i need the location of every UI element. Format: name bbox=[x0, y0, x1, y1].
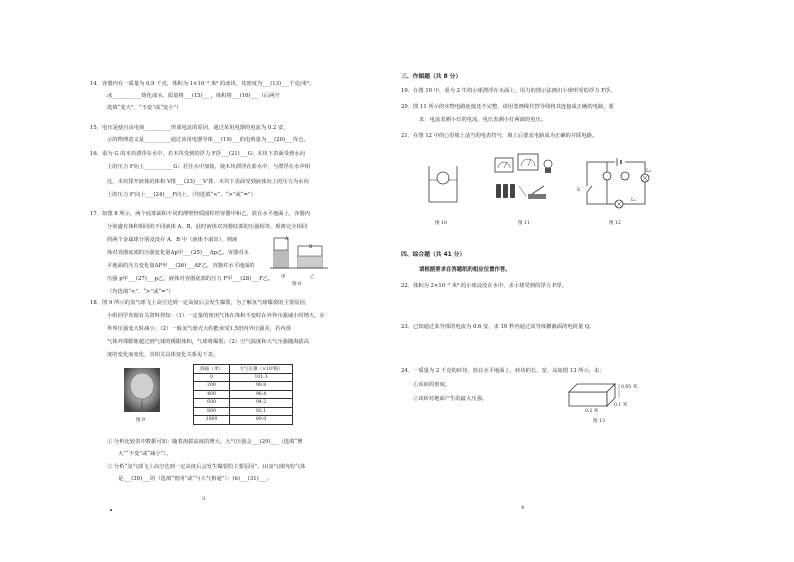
fig8-label-yi: 乙 bbox=[310, 275, 315, 280]
q16-line4: 上的压力 F'向上___(24)___F向上。（均选填“<”、“>”或“=”） bbox=[107, 192, 256, 198]
q17-line2: 分别盛有体积相同的不同液体 A、B，此时液体对容器底部的压强相等，现将完全相同 bbox=[107, 224, 308, 230]
q20-line2: 求：电流表测小灯的电流，电压表测小灯两端的电压。 bbox=[419, 117, 547, 123]
fig13-width-label: 0.1 米 bbox=[614, 403, 628, 408]
q17-line1: 17．如图 8 所示，两个底部面积不同的薄壁轻质圆柱形容器甲和乙，放在水平地面上，容器内 bbox=[90, 211, 311, 217]
fig12-caption: 图 12 bbox=[609, 221, 621, 226]
table-cell: 94.2 bbox=[230, 399, 293, 408]
scan-dot bbox=[110, 509, 112, 511]
figure-9-balloon-photo bbox=[124, 368, 160, 412]
q15-line3: 示的物理意义是__________通过该用电器导体___(19)___的电荷量为___(20)___库仑。 bbox=[107, 137, 309, 143]
q17-line4: 体对容器底部的压强变化量Δp甲___(25)___Δp乙，容器对水 bbox=[107, 250, 249, 256]
q18-sub2-line2: 是___(30)___的（选填“密闭”或“与大气相通”）；(ii)___(31)___。 bbox=[118, 476, 272, 482]
fig13-height-label: 0.05 米 bbox=[621, 385, 638, 390]
q22-text: 22．体积为 2×10⁻³ 米³ 的小球浸没在水中，求小球受到的浮力 F浮。 bbox=[401, 283, 567, 289]
left-page-number: 3 bbox=[202, 496, 206, 502]
fig8-label-b: B bbox=[309, 245, 313, 250]
altitude-pressure-table bbox=[193, 364, 293, 425]
q18-line2: 小组同学查阅有关资料得知：（1）一定量的密闭气体在体积不变时在外界压强减小时增大，在 bbox=[107, 313, 325, 319]
section4-title: 四、综合题（共 41 分） bbox=[401, 252, 466, 258]
q24-sub1: ①该砖的密度。 bbox=[413, 382, 451, 388]
table-header-pressure: 大气压强（×10³帕） bbox=[230, 365, 293, 374]
fig13-length-label: 0.2 米 bbox=[585, 409, 599, 414]
q18-line5: 度的变化而变化，其相关具体变化关系见下表。 bbox=[107, 352, 219, 358]
q18-line3: 外界压强变大时减小；（2）一般氢气球壳大约能承受1.5倍内外压强差，若内部 bbox=[107, 326, 291, 332]
fig13-caption: 图 13 bbox=[593, 419, 605, 424]
table-row bbox=[194, 399, 293, 408]
right-page bbox=[397, 0, 794, 562]
q18-sub2-line1: ② 分析“氢气球飞上高空达到一定高度后会发生爆裂的主要原因”，(i)氢气球内的气体 bbox=[107, 464, 306, 470]
q16-line3: 比，木块排开液体的体积 V排___(23)___V'排，木块下表面受到液体向上的压力为水向 bbox=[107, 179, 309, 185]
q17-line7: （均选填“<”、“>”或“=”） bbox=[107, 289, 174, 295]
q14-line3: 选填“变大”、“不变”或“变小”） bbox=[107, 105, 182, 111]
fig9-caption: 图 9 bbox=[136, 418, 145, 423]
right-page-number: 4 bbox=[521, 505, 525, 511]
figure-8-containers bbox=[270, 232, 328, 272]
table-cell: 96.4 bbox=[230, 390, 293, 399]
q17-line3: 的两个金属球分别浸没在 A、B 中（液体不溢出），则液 bbox=[107, 237, 238, 243]
q21-text: 21．在图 12 中的○里填上适当的电表符号，填上后要求电路成为正确的并联电路。 bbox=[401, 133, 598, 139]
q16-line1: 16．重为 G 的木块漂浮在水中，若木块受到的浮力 F浮___(21)___G；木块下表面受到水向 bbox=[90, 151, 305, 157]
q24-line1: 24．一质量为 2 千克的砖块，放在水平地面上，砖块的长、宽、高如图 13 所示，求： bbox=[401, 368, 605, 374]
table-cell: 600 bbox=[194, 399, 230, 408]
table-cell: 200 bbox=[194, 382, 230, 391]
q14-line1: 14．容器内有一质量为 0.9 千克，体积为 1×10⁻³ 米³ 的冰块，其密度为___(13)___千克/米³； bbox=[90, 81, 315, 87]
table-row bbox=[194, 416, 293, 425]
figure-11-circuit-components bbox=[492, 150, 562, 212]
table-cell: 1000 bbox=[194, 416, 230, 425]
fig12-label-l1: L₁ bbox=[631, 198, 636, 203]
fig8-label-jia: 甲 bbox=[281, 275, 286, 280]
fig11-caption: 图 11 bbox=[518, 221, 530, 226]
table-row bbox=[194, 373, 293, 382]
fig12-label-l2: L₂ bbox=[646, 169, 651, 174]
q16-line2: 上的压力 F向上___________G；若往水中加盐，使木块漂浮在盐水中，与漂浮在水中相 bbox=[107, 164, 310, 170]
table-cell: 800 bbox=[194, 407, 230, 416]
table-cell: 0 bbox=[194, 373, 230, 382]
q18-line4: 气体外部膨胀超过到气球的极限体积，气球将爆裂；（2）空气温度和大气压强随海拔高 bbox=[107, 339, 310, 345]
q15-line1: 15．电压是使自由电荷__________形成电流的原因，通过某用电器的电流为 0.2 安， bbox=[90, 125, 289, 131]
q18-sub1-line2: 大”“不变”或“减小”）。 bbox=[118, 451, 172, 457]
table-cell: 101.3 bbox=[230, 373, 293, 382]
q24-sub2: ②该砖对地面产生的最大压强。 bbox=[413, 396, 488, 402]
table-header-row bbox=[194, 365, 293, 374]
table-cell: 92.1 bbox=[230, 407, 293, 416]
fig8-label-a: A bbox=[285, 237, 289, 242]
q23-text: 23．已知通过某导体的电流为 0.6 安，求 10 秒内通过该导体横截面的电荷量 Q。 bbox=[401, 324, 595, 330]
q18-line1: 18．图 9 所示的氢气球飞上高空达到一定高度后会发生爆裂，为了解氢气球爆裂的主要原因， bbox=[90, 300, 311, 306]
table-cell: 400 bbox=[194, 390, 230, 399]
q14-line2: 冰___________熔化成水，质量将___(15)___，体积将___(16)___（后两空 bbox=[107, 93, 280, 99]
figure-10-floating-ball bbox=[425, 162, 461, 208]
table-cell: 98.8 bbox=[230, 382, 293, 391]
fig12-label-s: S bbox=[577, 188, 581, 193]
section4-note: 请根据要求在答题纸的相应位置作答。 bbox=[419, 267, 511, 273]
table-row bbox=[194, 407, 293, 416]
table-row bbox=[194, 390, 293, 399]
q20-line1: 20．图 11 所示的实物电路连接还不完整，请用笔画线代替导线将其连接成正确的电路，要 bbox=[401, 104, 614, 110]
q19-text: 19．在图 10 中，重为 2 牛的小球漂浮在水面上，用力的图示法画出小球所受的浮力 F浮。 bbox=[401, 88, 616, 94]
fig10-caption: 图 10 bbox=[435, 221, 447, 226]
figure-12-parallel-circuit bbox=[579, 156, 653, 210]
q17-line6: 压强 p甲___(27)___p乙，液体对容器底部的压力 F甲___(28)___F乙。 bbox=[107, 276, 274, 282]
table-cell: 89.9 bbox=[230, 416, 293, 425]
q17-line5: 平地面的压力变化量ΔF甲___(26)___ΔF乙，容器对水平地面的 bbox=[107, 263, 255, 269]
q18-sub1-line1: ① 分析比较表中数据可知：随着海拔高度的增大，大气压强会___(29)___（选填“增 bbox=[107, 439, 303, 445]
table-header-altitude: 海拔（米） bbox=[194, 365, 230, 374]
fig8-caption: 图 8 bbox=[292, 282, 301, 287]
section3-title: 三、作图题（共 8 分） bbox=[401, 74, 462, 80]
table-row bbox=[194, 382, 293, 391]
